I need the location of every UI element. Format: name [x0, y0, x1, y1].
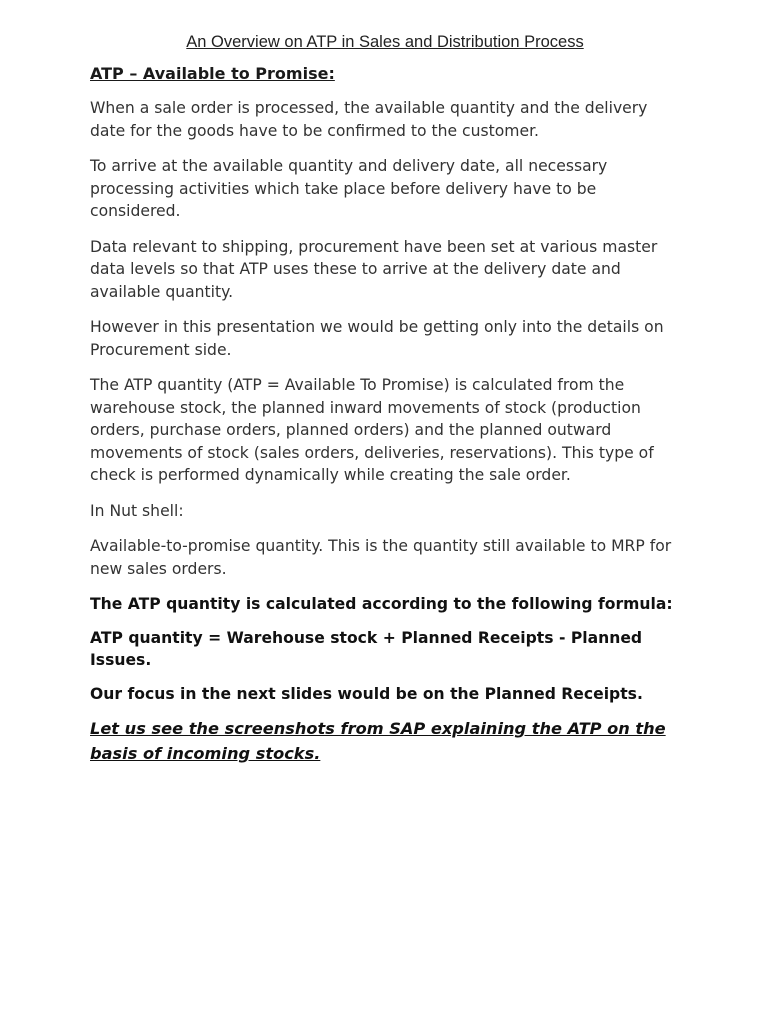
document-page — [90, 30, 680, 766]
paragraph-arrive-quantity: To arrive at the available quantity and delivery date, all necessary processing activities which take place before delivery have to be considered. — [90, 157, 608, 220]
paragraph-presentation-scope: However in this presentation we would be getting only into the details on Procurement side. — [90, 318, 664, 359]
paragraph-sale-order: When a sale order is processed, the available quantity and the delivery date for the goods have to be confirmed to the customer. — [90, 99, 648, 140]
closing-statement: Let us see the screenshots from SAP explaining the ATP on the basis of incoming stocks. — [90, 719, 666, 763]
paragraph-atp-definition: Available-to-promise quantity. This is the quantity still available to MRP for new sales orders. — [90, 537, 672, 578]
paragraph-atp-calculation: The ATP quantity (ATP = Available To Promise) is calculated from the warehouse stock, the planned inward movements of stock (production orders, purchase orders, planned orders) and the planned outward movements of stock (sales orders, deliveries, reservations). This type of check is performed dynamically while creating the sale order. — [90, 376, 654, 484]
paragraph-focus: Our focus in the next slides would be on the Planned Receipts. — [90, 684, 643, 703]
paragraph-formula: ATP quantity = Warehouse stock + Planned Receipts - Planned Issues. — [90, 628, 643, 669]
paragraph-formula-intro: The ATP quantity is calculated according to the following formula: — [90, 595, 673, 613]
section-heading: ATP – Available to Promise: — [90, 64, 335, 83]
paragraph-master-data: Data relevant to shipping, procurement have been set at various master data levels so that ATP uses these to arrive at the delivery date and available quantity. — [90, 237, 658, 301]
document-title: An Overview on ATP in Sales and Distribution Process — [186, 33, 584, 51]
paragraph-nut-shell: In Nut shell: — [90, 501, 184, 520]
